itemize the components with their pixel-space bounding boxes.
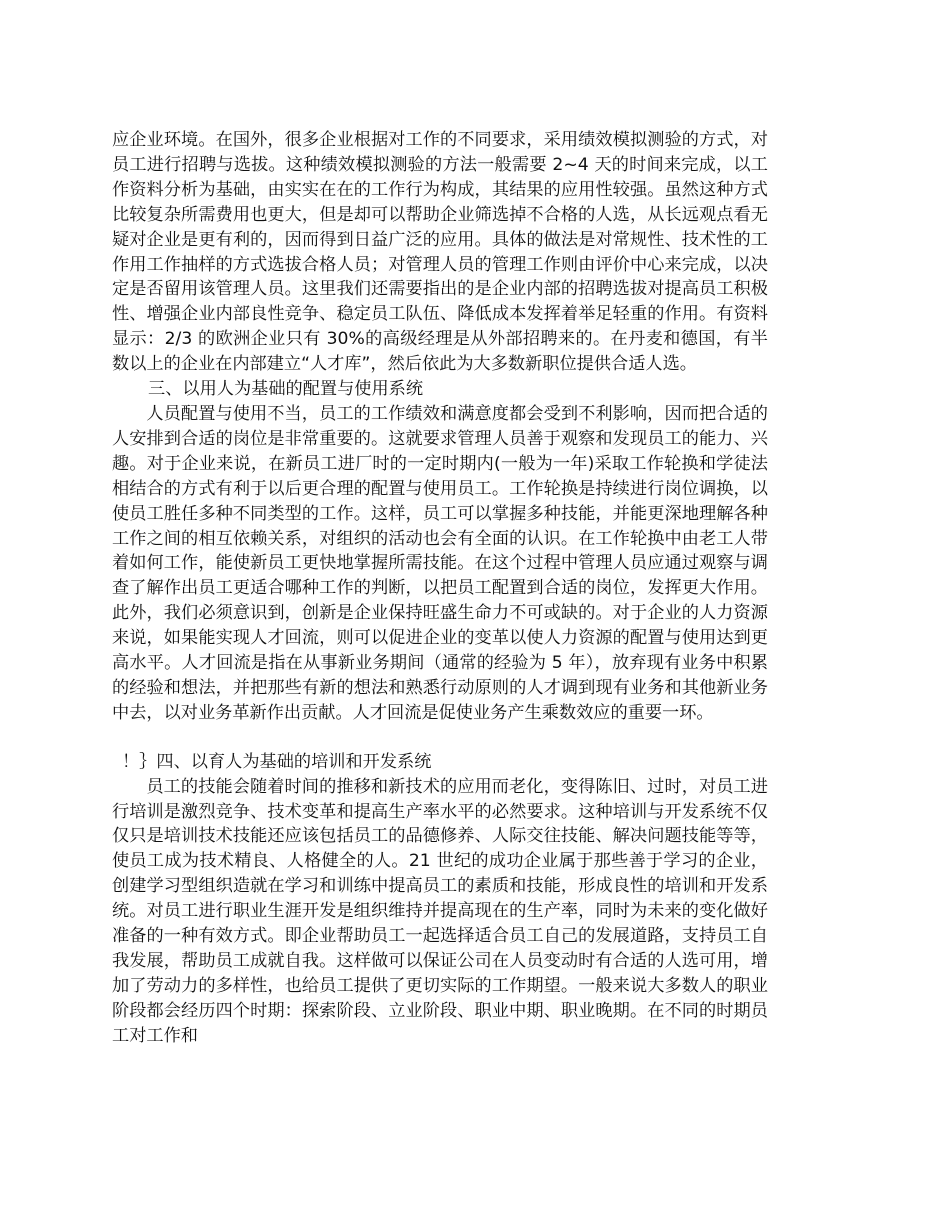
section-heading-4: ！｝四、以育人为基础的培训和开发系统	[122, 751, 432, 772]
body-paragraph-recruitment: 应企业环境。在国外，很多企业根据对工作的不同要求，采用绩效模拟测验的方式，对员工进行招聘与选拔。这种绩效模拟测验的方法一般需要 2~4 天的时间来完成，以工作资料分析为基础，由实实在在的工作行为构成，其结果的应用性较强。虽然这种方式比较复杂所需费用也更大，但是却可以帮助企业筛选掉不合格的人选，从长远观点看无疑对企业是更有利的，因而得到日益广泛的应用。具体的做法是对常规性、技术性的工作用工作抽样的方式选拔合格人员；对管理人员的管理工作则由评价中心来完成，以决定是否留用该管理人员。这里我们还需要指出的是企业内部的招聘选拔对提高员工积极性、增强企业内部良性竞争、稳定员工队伍、降低成本发挥着举足轻重的作用。有资料显示：2/3 的欧洲企业只有 30%的高级经理是从外部招聘来的。在丹麦和德国，有半数以上的企业在内部建立“人才库”，然后依此为大多数新职位提供合适人选。	[112, 130, 768, 375]
body-paragraph-training: 员工的技能会随着时间的推移和新技术的应用而老化，变得陈旧、过时，对员工进行培训是激烈竞争、技术变革和提高生产率水平的必然要求。这种培训与开发系统不仅仅只是培训技术技能还应该包括员工的品德修养、人际交往技能、解决问题技能等等，使员工成为技术精良、人格健全的人。21 世纪的成功企业属于那些善于学习的企业，创建学习型组织造就在学习和训练中提高员工的素质和技能，形成良性的培训和开发系统。对员工进行职业生涯开发是组织维持并提高现在的生产率，同时为未来的变化做好准备的一种有效方式。即企业帮助员工一起选择适合员工自己的发展道路，支持员工自我发展，帮助员工成就自我。这样做可以保证公司在人员变动时有合适的人选可用，增加了劳动力的多样性，也给员工提供了更切实际的工作期望。一般来说大多数人的职业阶段都会经历四个时期：探索阶段、立业阶段、职业中期、职业晚期。在不同的时期员工对工作和	[112, 776, 768, 1046]
section-heading-3: 三、以用人为基础的配置与使用系统	[148, 379, 424, 400]
body-paragraph-placement: 人员配置与使用不当，员工的工作绩效和满意度都会受到不利影响，因而把合适的人安排到合适的岗位是非常重要的。这就要求管理人员善于观察和发现员工的能力、兴趣。对于企业来说，在新员工进厂时的一定时期内(一般为一年)采取工作轮换和学徒法相结合的方式有利于以后更合理的配置与使用员工。工作轮换是持续进行岗位调换，以使员工胜任多种不同类型的工作。这样，员工可以掌握多种技能，并能更深地理解各种工作之间的相互依赖关系，对组织的活动也会有全面的认识。在工作轮换中由老工人带着如何工作，能使新员工更快地掌握所需技能。在这个过程中管理人员应通过观察与调查了解作出员工更适合哪种工作的判断，以把员工配置到合适的岗位，发挥更大作用。此外，我们必须意识到，创新是企业保持旺盛生命力不可或缺的。对于企业的人力资源来说，如果能实现人才回流，则可以促进企业的变革以使人力资源的配置与使用达到更高水平。人才回流是指在从事新业务期间（通常的经验为 5 年），放弃现有业务中积累的经验和想法，并把那些有新的想法和熟悉行动原则的人才调到现有业务和其他新业务中去，以对业务革新作出贡献。人才回流是促使业务产生乘数效应的重要一环。	[112, 403, 768, 723]
document-page	[112, 128, 768, 1049]
section-spacer	[112, 726, 768, 750]
